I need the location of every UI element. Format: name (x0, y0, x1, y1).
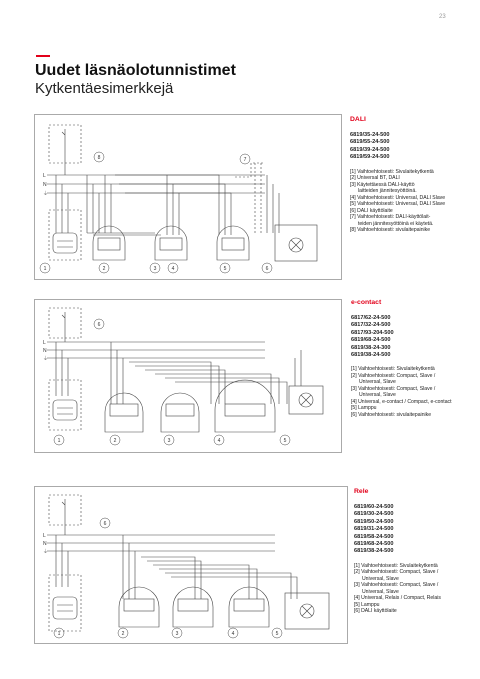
dali-legend (350, 116, 445, 234)
product-code-list (351, 315, 452, 359)
section-heading: e-contact (351, 299, 382, 306)
product-code: 6819/38-24-500 (351, 351, 391, 358)
flush-box-symbol (49, 210, 81, 260)
wire-label: ⏚ (43, 356, 49, 362)
product-code: 6817/93-204-500 (351, 329, 394, 336)
sensor-symbol (155, 226, 187, 260)
product-code: 6819/58-24-500 (354, 533, 394, 540)
page-subtitle: Kytkentäesimerkkejä (35, 80, 174, 97)
sensor-symbol (173, 587, 213, 627)
note: [4] Universal, e-contact / Compact, e-contact (351, 398, 452, 405)
note: [3] Vaihtoehtoisesti: Compact, Slave / (354, 582, 439, 589)
callout-number: 5 (283, 438, 287, 444)
callout-number: 3 (175, 631, 179, 637)
note: [4] Vaihtoehtoisesti: Universal, DALI Slave (350, 194, 446, 201)
note: [3] Käytettäessä DALI-käyttö (350, 181, 415, 188)
section-heading: DALI (350, 116, 366, 123)
flush-box-symbol (49, 380, 81, 430)
sensor-symbol (105, 393, 143, 432)
sensor-symbol (119, 587, 159, 627)
note: teiden jännitesyöttöinä ei käytetä. (358, 220, 434, 227)
note: [8] Vaihtoehtoisesti: sivulaitepainike (350, 227, 431, 234)
callout-number: 1 (43, 266, 47, 272)
wire-label: ⏚ (43, 549, 49, 555)
product-code: 6819/50-24-500 (354, 518, 394, 525)
sensor-symbol (161, 393, 199, 432)
note: [5] Lamppu (354, 601, 380, 608)
note-list (350, 169, 445, 234)
callout-number: 4 (231, 631, 235, 637)
wire-label: L (43, 340, 46, 346)
callout-number: 3 (153, 266, 157, 272)
callout-number: 5 (275, 631, 279, 637)
note: Universal, Slave (362, 588, 399, 595)
note-list (351, 366, 452, 418)
accent-bar (36, 55, 50, 57)
product-code: 6819/68-24-500 (351, 337, 391, 344)
product-code: 6819/35-24-500 (350, 132, 390, 139)
callout-number: 1 (57, 438, 61, 444)
note: [1] Vaihtoehtoisesti: Sivulaitekytkentä (351, 366, 435, 373)
callout-number: 6 (97, 322, 101, 328)
e-contact-wiring-diagram (34, 299, 342, 453)
sensor-symbol (215, 380, 275, 432)
wire-label: L (43, 533, 46, 539)
wire-label: N (43, 348, 47, 354)
flush-box-symbol (49, 575, 81, 631)
note-list (354, 563, 441, 615)
note: [7] Vaihtoehtoisesti: DALI-käyttölait- (350, 214, 431, 221)
callout-number: 2 (121, 631, 125, 637)
callout-number: 4 (217, 438, 221, 444)
note: [2] Vaihtoehtoisesti: Compact, Slave / (351, 372, 436, 379)
callout-number: 1 (57, 631, 61, 637)
note: [6] DALI käyttölaite (354, 608, 397, 615)
product-code: 6819/31-24-500 (354, 526, 394, 533)
note: [6] DALI käyttölaite (350, 207, 393, 214)
product-code: 6819/55-24-500 (350, 139, 390, 146)
product-code: 6817/32-24-500 (351, 322, 391, 329)
wire-label: ⏚ (43, 191, 49, 197)
note: [2] Universal BT, DALI (350, 175, 400, 182)
note: [5] Lamppu (351, 405, 377, 412)
note: [6] Vaihtoehtoisesti: sivulaitepainike (351, 411, 432, 418)
callout-number: 2 (102, 266, 106, 272)
callout-number: 2 (113, 438, 117, 444)
product-code: 6819/38-24-500 (354, 548, 394, 555)
e-contact-legend (351, 299, 452, 418)
dali-wiring-diagram (34, 114, 342, 280)
product-code: 6819/60-24-500 (354, 504, 394, 511)
callout-number: 7 (243, 157, 247, 163)
product-code: 6819/38-24-300 (351, 344, 391, 351)
lamp-symbol (275, 225, 317, 261)
note: Universal, Slave (362, 575, 399, 582)
note: [2] Vaihtoehtoisesti: Compact, Slave / (354, 569, 439, 576)
product-code: 6819/68-24-500 (354, 540, 394, 547)
product-code-list (354, 504, 441, 556)
sensor-symbol (217, 226, 249, 260)
callout-number: 4 (171, 266, 175, 272)
note: [1] Vaihtoehtoisesti: Sivulaitekytkentä (350, 168, 434, 175)
product-code: 6819/59-24-500 (350, 154, 390, 161)
note: laitteiden jännitesyöttöinä. (358, 188, 417, 195)
note: Universal, Slave (359, 379, 396, 386)
note: [1] Vaihtoehtoisesti: Sivulaitekytkentä (354, 562, 438, 569)
callout-number: 8 (97, 155, 101, 161)
page-title: Uudet läsnäolotunnistimet (35, 62, 236, 79)
rele-legend (354, 488, 441, 615)
wire-label: N (43, 541, 47, 547)
sensor-symbol (93, 226, 125, 260)
callout-number: 5 (223, 266, 227, 272)
note: [3] Vaihtoehtoisesti: Compact, Slave / (351, 385, 436, 392)
rele-wiring-diagram (34, 486, 348, 644)
product-code: 6819/39-24-500 (350, 146, 390, 153)
product-code-list (350, 132, 445, 162)
note: Universal, Slave (359, 392, 396, 399)
lamp-symbol (285, 593, 329, 629)
callout-number: 6 (103, 521, 107, 527)
note: [5] Vaihtoehtoisesti: Universal, DALI Slave (350, 201, 446, 208)
page-number: 23 (439, 14, 446, 20)
lamp-symbol (289, 386, 323, 414)
wire-label: N (43, 182, 47, 188)
callout-number: 6 (265, 266, 269, 272)
callout-number: 3 (167, 438, 171, 444)
wire-label: L (43, 173, 46, 179)
section-heading: Rele (354, 488, 369, 495)
product-code: 6819/30-24-500 (354, 511, 394, 518)
note: [4] Universal, Relais / Compact, Relais (354, 595, 441, 602)
product-code: 6817/62-24-500 (351, 315, 391, 322)
